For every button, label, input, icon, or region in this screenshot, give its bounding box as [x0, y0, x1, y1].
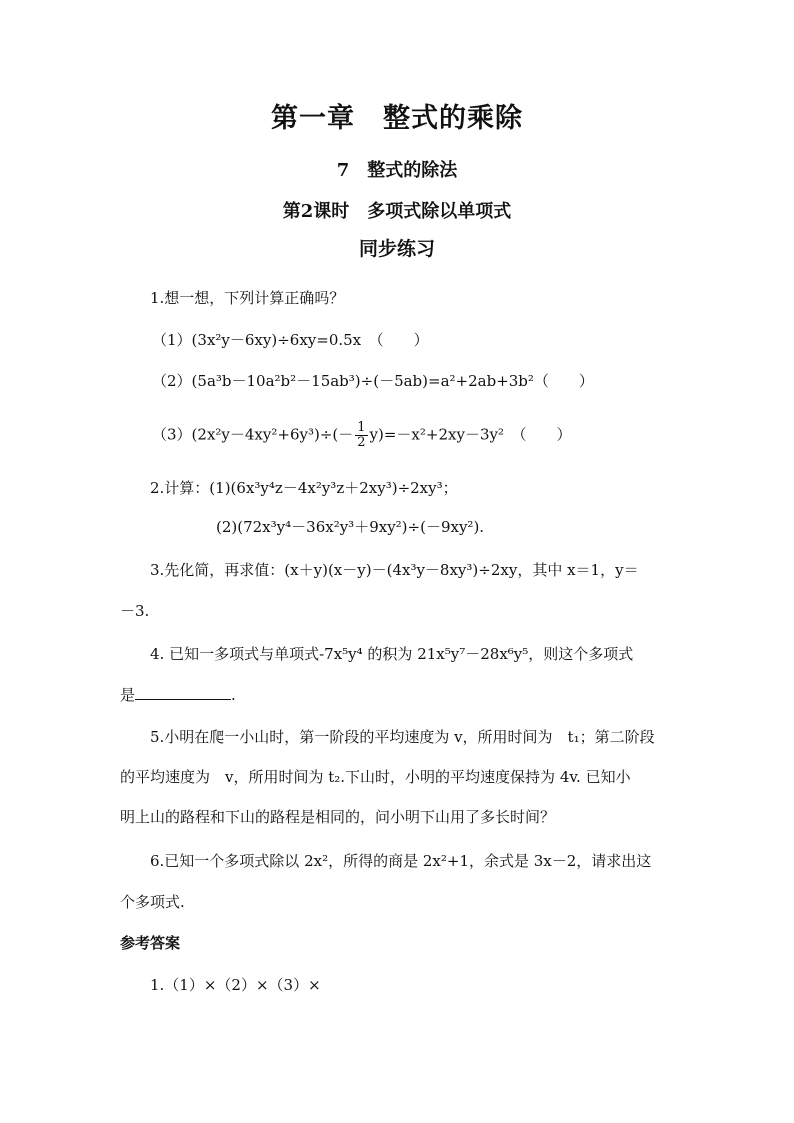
section-title: 7 整式的除法: [336, 160, 458, 181]
answer-blank: [135, 685, 231, 700]
q1-part3-prefix: （3）(2x²y－4xy²+6y³)÷(－: [152, 425, 354, 444]
answer-1: 1.（1）×（2）×（3）×: [150, 976, 321, 994]
question-6-line-1: 6.已知一个多项式除以 2x²，所得的商是 2x²+1，余式是 3x－2，请求出这: [150, 852, 652, 870]
question-3-line-1: 3.先化简，再求值：(x＋y)(x－y)－(4x³y－8xy³)÷2xy，其中 x＝1，y＝: [150, 561, 639, 579]
question-3-line-2: －3.: [120, 602, 150, 620]
fraction-denominator: 2: [357, 435, 366, 450]
q4-line2-prefix: 是: [120, 686, 136, 704]
question-2-part-2: (2)(72x³y⁴－36x²y³＋9xy²)÷(－9xy²).: [216, 518, 485, 536]
question-5-line-1: 5.小明在爬一小山时，第一阶段的平均速度为 v，所用时间为 t₁；第二阶段: [150, 728, 655, 746]
question-2-part-1: 2.计算：(1)(6x³y⁴z－4x²y³z＋2xy³)÷2xy³；: [150, 479, 458, 497]
question-6-line-2: 个多项式.: [120, 893, 185, 911]
q4-line2-suffix: .: [231, 686, 236, 704]
fraction-one-half: [355, 421, 367, 450]
fraction-numerator: 1: [357, 420, 366, 435]
question-5-line-2: 的平均速度为 v，所用时间为 t₂.下山时，小明的平均速度保持为 4v. 已知小: [120, 768, 631, 786]
question-5-line-3: 明上山的路程和下山的路程是相同的，问小明下山用了多长时间？: [120, 808, 556, 826]
question-1-part-3: [152, 421, 571, 450]
q1-part3-suffix: y)=－x²+2xy－3y² （ ）: [369, 425, 572, 444]
chapter-title: 第一章 整式的乘除: [271, 103, 523, 134]
answers-title: 参考答案: [120, 934, 181, 952]
lesson-title: 第2课时 多项式除以单项式: [282, 201, 512, 222]
question-1-prompt: 1.想一想，下列计算正确吗？: [150, 289, 345, 307]
question-4-line-2: [120, 684, 236, 706]
question-1-part-1: （1）(3x²y－6xy)÷6xy=0.5x （ ）: [152, 331, 429, 349]
practice-title: 同步练习: [358, 238, 435, 260]
question-4-line-1: 4. 已知一多项式与单项式-7x⁵y⁴ 的积为 21x⁵y⁷－28x⁶y⁵，则这个多项式: [150, 645, 634, 663]
question-1-part-2: （2）(5a³b－10a²b²－15ab³)÷(－5ab)=a²+2ab+3b²（ ）: [152, 372, 594, 390]
